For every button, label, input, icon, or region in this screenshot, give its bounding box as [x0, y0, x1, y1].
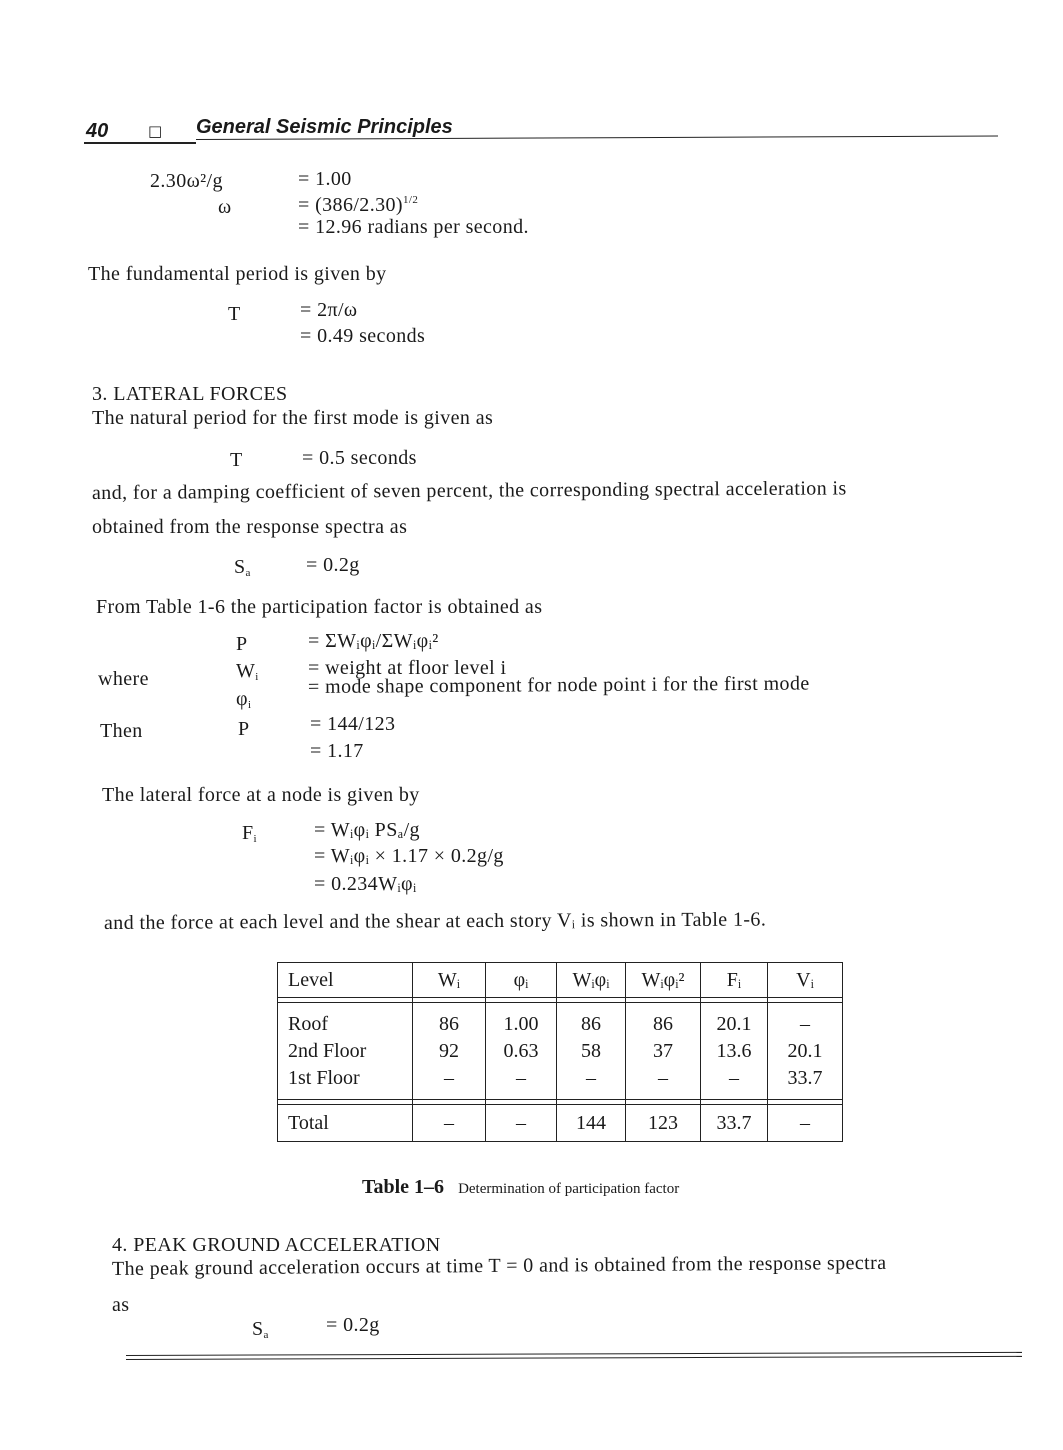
wphi-roof: 86 — [581, 1013, 601, 1035]
omega-rhs — [298, 194, 418, 217]
v-cell — [768, 1003, 843, 1100]
sa-lhs — [234, 556, 251, 579]
wphi2-cell — [626, 1003, 701, 1100]
header-level: Level — [278, 963, 413, 998]
section4-line2: as — [112, 1294, 130, 1316]
phi-1st: – — [516, 1067, 526, 1089]
level-roof: Roof — [288, 1013, 328, 1035]
total-wphi2: 123 — [626, 1105, 701, 1142]
w-lhs — [236, 660, 259, 683]
total-phi: – — [486, 1105, 557, 1142]
omega-result: = 12.96 radians per second. — [298, 216, 529, 238]
section4-sa-rhs: = 0.2g — [326, 1314, 380, 1336]
section3-intro: The natural period for the first mode is given as — [92, 407, 494, 429]
omega-eq-lhs: 2.30ω²/g — [150, 170, 223, 192]
damping-paragraph-line2: obtained from the response spectra as — [92, 516, 408, 538]
force-intro: The lateral force at a node is given by — [102, 784, 420, 806]
table-header-row — [278, 963, 843, 998]
phi-lhs — [236, 688, 251, 711]
damping-paragraph-line1: and, for a damping coefficient of seven percent, the corresponding spectral acceleration is — [91, 477, 847, 504]
phi-definition: = mode shape component for node point i for the first mode — [307, 672, 810, 698]
table-total-row — [278, 1105, 843, 1142]
v-2nd: 20.1 — [787, 1040, 823, 1062]
f-1st: – — [729, 1067, 739, 1089]
header-v: Vᵢ — [768, 963, 843, 998]
header-w: Wᵢ — [413, 963, 486, 998]
w-definition: = weight at floor level i — [308, 657, 507, 679]
f-roof: 20.1 — [716, 1013, 752, 1035]
omega-eq-rhs: = 1.00 — [298, 168, 352, 190]
section4-heading: 4. PEAK GROUND ACCELERATION — [112, 1234, 441, 1256]
level-1st-floor: 1st Floor — [288, 1067, 360, 1089]
f-subscript: i — [253, 833, 257, 845]
force-substitution: = Wᵢφᵢ × 1.17 × 0.2g/g — [314, 845, 504, 867]
p-value: = 1.17 — [310, 740, 364, 762]
table-caption — [362, 1176, 679, 1199]
w-1st: – — [444, 1067, 454, 1089]
section4-sa-lhs — [252, 1318, 269, 1341]
w-roof: 86 — [439, 1013, 459, 1035]
wphi2-2nd: 37 — [653, 1040, 673, 1062]
w-2nd: 92 — [439, 1040, 459, 1062]
header-wphi: Wᵢφᵢ — [557, 963, 626, 998]
total-v: – — [768, 1105, 843, 1142]
wphi2-1st: – — [658, 1067, 668, 1089]
header-wphi2: Wᵢφᵢ² — [626, 963, 701, 998]
section4-sa-symbol: S — [252, 1318, 264, 1340]
where-label: where — [98, 668, 149, 690]
total-w: – — [413, 1105, 486, 1142]
section4-sa-subscript: a — [263, 1329, 269, 1341]
running-title: General Seismic Principles — [196, 116, 453, 138]
period-lhs: T — [228, 303, 241, 325]
header-f: Fᵢ — [701, 963, 768, 998]
total-wphi: 144 — [557, 1105, 626, 1142]
period-value: = 0.49 seconds — [300, 325, 426, 347]
w-symbol: W — [236, 660, 256, 682]
table-body-row — [278, 1003, 843, 1100]
then-lhs: P — [238, 718, 250, 740]
sa-subscript: a — [245, 567, 251, 579]
p-formula: = ΣWᵢφᵢ/ΣWᵢφᵢ² — [308, 630, 439, 652]
natural-period-rhs: = 0.5 seconds — [302, 447, 417, 469]
wphi-cell — [557, 1003, 626, 1100]
section3-heading: 3. LATERAL FORCES — [92, 383, 288, 405]
header-phi: φᵢ — [486, 963, 557, 998]
wphi2-roof: 86 — [653, 1013, 673, 1035]
total-label: Total — [278, 1105, 413, 1142]
phi-symbol: φ — [236, 688, 248, 710]
table-caption-text: Determination of participation factor — [458, 1181, 680, 1197]
wphi-1st: – — [586, 1067, 596, 1089]
phi-cell — [486, 1003, 557, 1100]
phi-subscript: i — [247, 699, 252, 711]
w-subscript: i — [255, 671, 259, 683]
sa-rhs: = 0.2g — [306, 554, 360, 576]
period-intro: The fundamental period is given by — [88, 263, 387, 285]
omega-rhs-exponent: 1/2 — [402, 194, 419, 206]
then-label: Then — [100, 720, 143, 742]
footer-rule-lower — [126, 1356, 1022, 1360]
w-cell — [413, 1003, 486, 1100]
f-2nd: 13.6 — [716, 1040, 752, 1062]
table-intro: From Table 1-6 the participation factor is obtained as — [96, 596, 543, 618]
f-lhs — [242, 822, 257, 845]
sa-symbol: S — [234, 556, 246, 578]
header-rule-left — [84, 142, 196, 144]
omega-rhs-base: = (386/2.30) — [298, 194, 403, 216]
force-formula: = Wᵢφᵢ PSₐ/g — [314, 819, 420, 841]
shear-sentence: and the force at each level and the shear at each story Vᵢ is shown in Table 1-6. — [103, 908, 767, 934]
omega-lhs: ω — [218, 196, 232, 218]
level-cell — [278, 1003, 413, 1100]
p-substitution: = 144/123 — [310, 713, 396, 735]
natural-period-lhs: T — [230, 449, 243, 471]
section4-line1: The peak ground acceleration occurs at time T = 0 and is obtained from the response spectra — [111, 1251, 887, 1280]
f-symbol: F — [242, 822, 254, 844]
total-f: 33.7 — [701, 1105, 768, 1142]
p-lhs: P — [236, 633, 248, 655]
f-cell — [701, 1003, 768, 1100]
wphi-2nd: 58 — [581, 1040, 601, 1062]
page-number: 40 — [86, 120, 109, 142]
header-box-glyph: □ — [148, 122, 163, 140]
v-1st: 33.7 — [787, 1067, 823, 1089]
phi-roof: 1.00 — [503, 1013, 539, 1035]
v-roof: – — [800, 1013, 810, 1035]
period-formula: = 2π/ω — [300, 299, 358, 321]
force-result: = 0.234Wᵢφᵢ — [314, 873, 417, 895]
phi-2nd: 0.63 — [503, 1040, 539, 1062]
level-2nd-floor: 2nd Floor — [288, 1040, 367, 1062]
table-caption-label: Table 1–6 — [362, 1176, 445, 1198]
participation-table — [277, 962, 843, 1142]
